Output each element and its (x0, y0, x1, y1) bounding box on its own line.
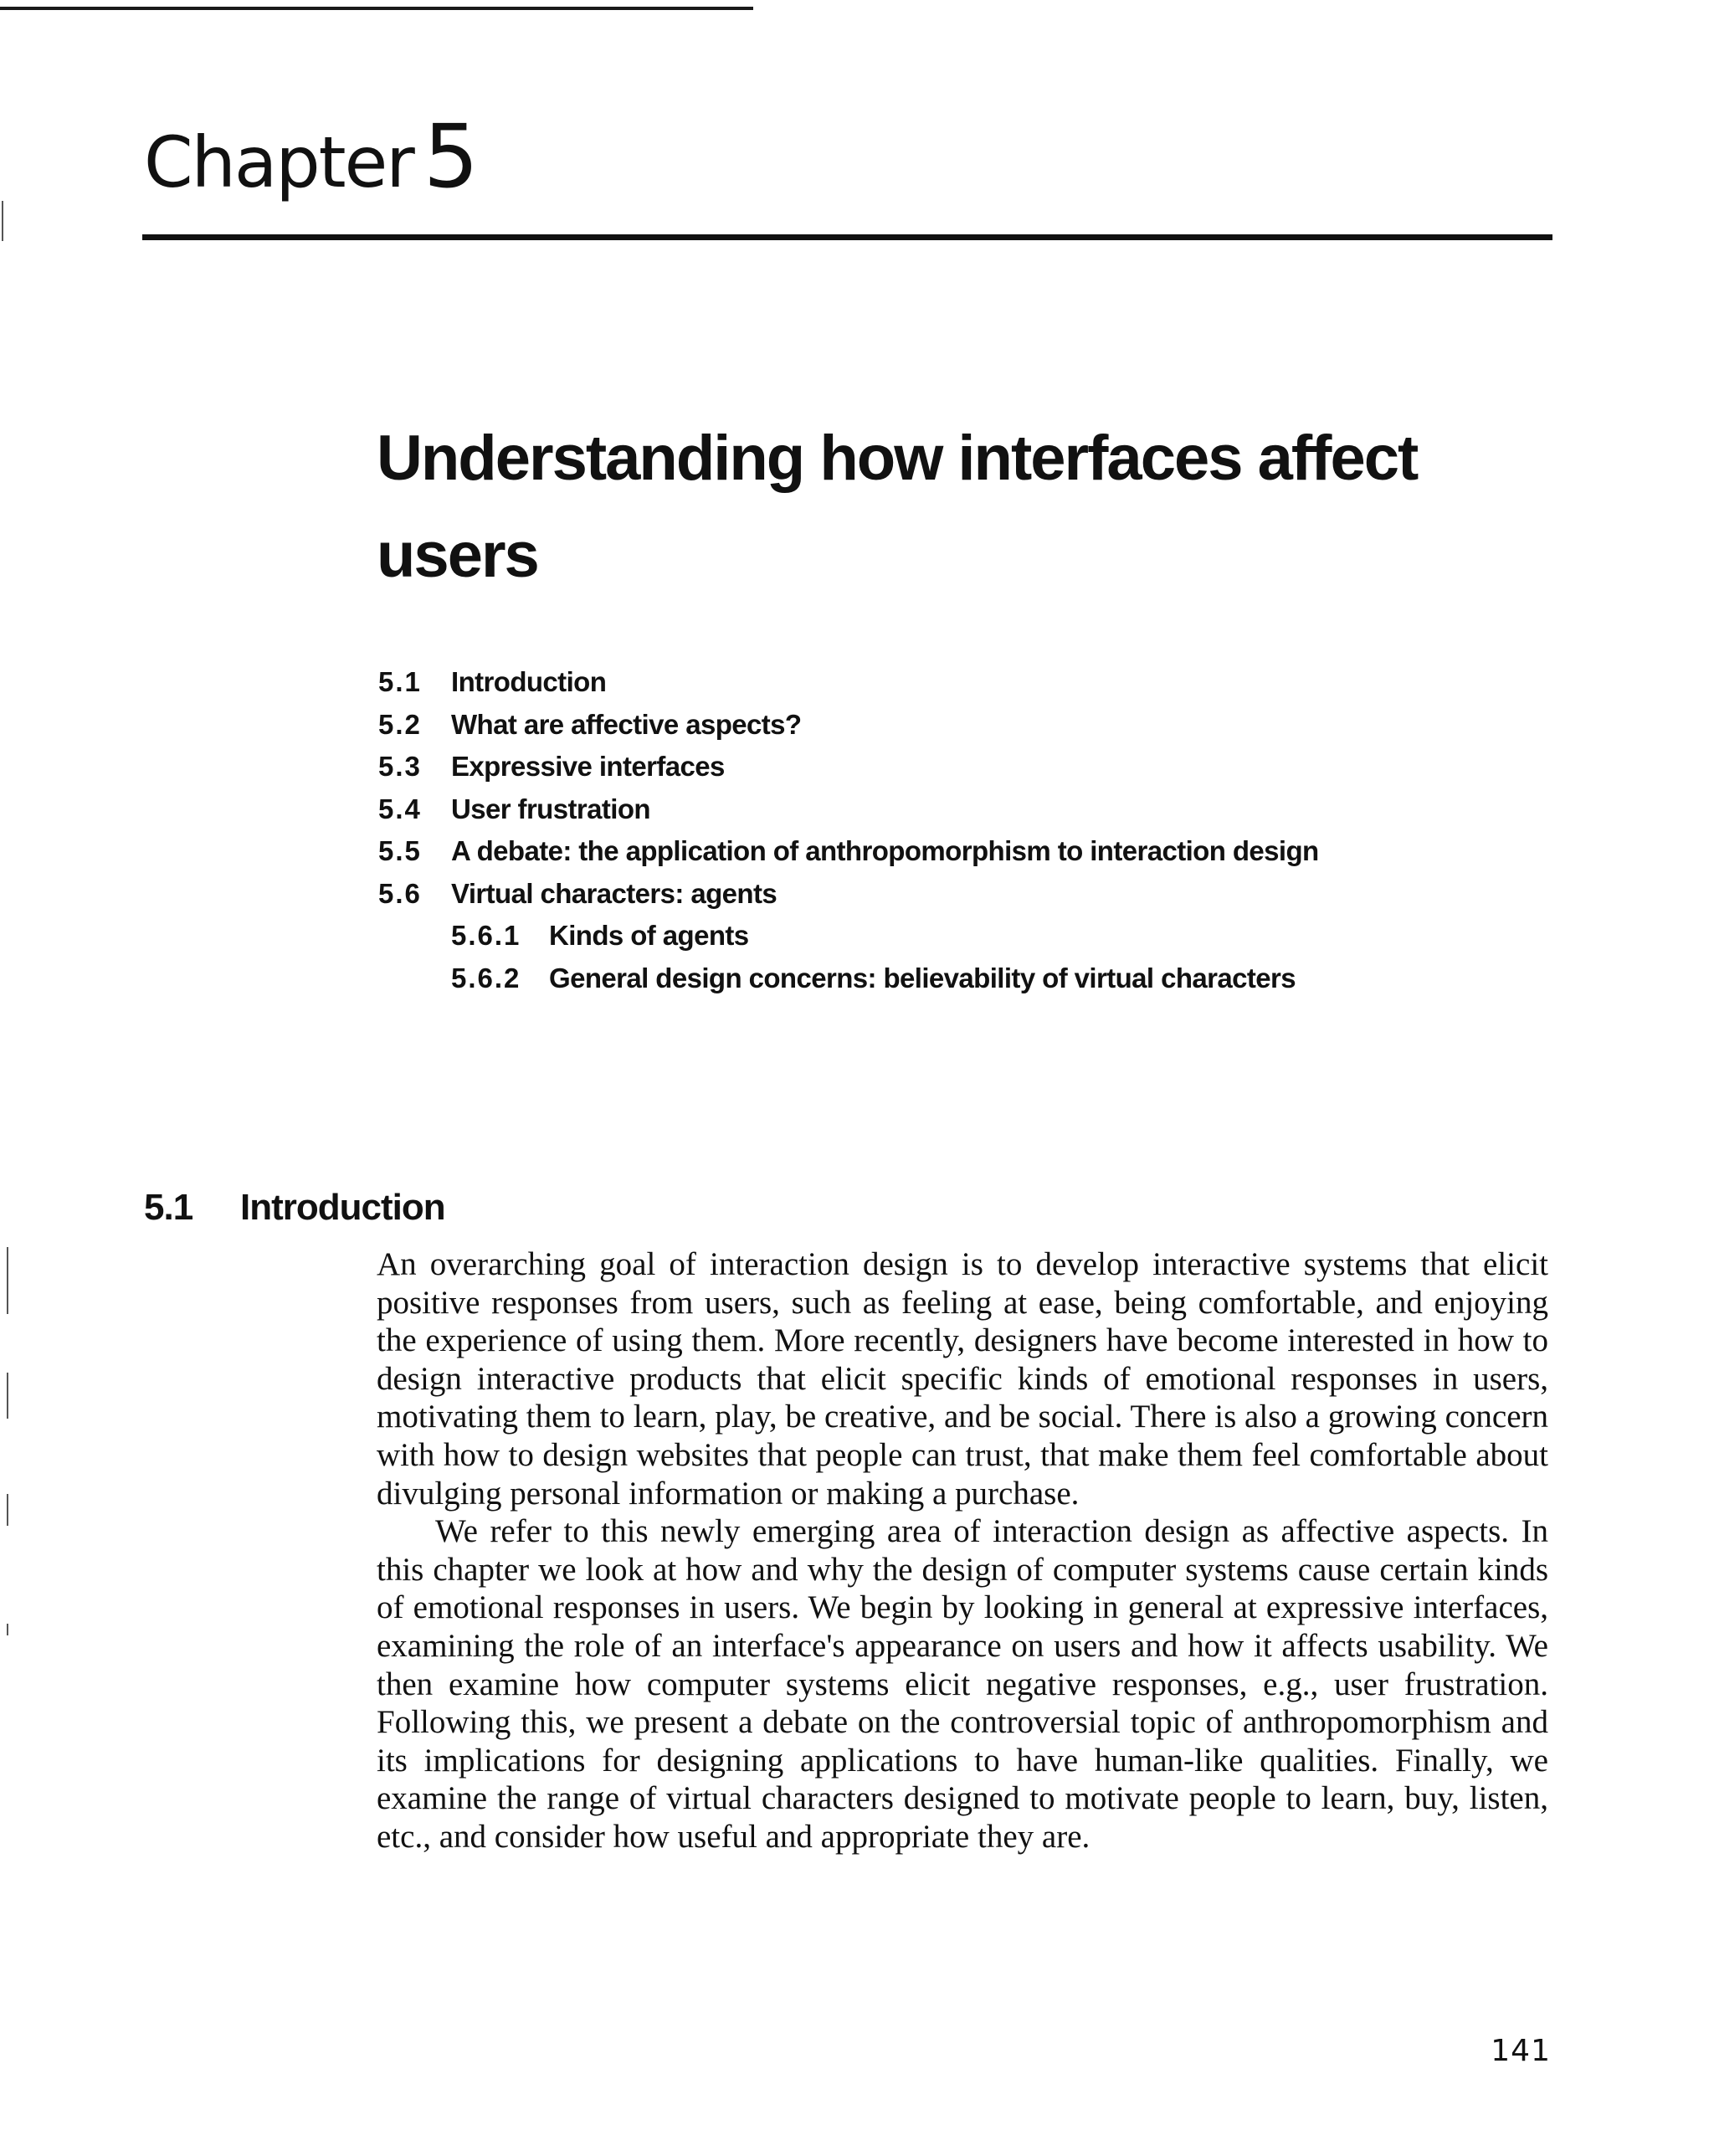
toc-item-number: 5.2 (378, 708, 422, 740)
table-of-contents (378, 661, 1319, 999)
section-title: Introduction (240, 1187, 445, 1228)
scan-mark (2, 201, 3, 241)
toc-item-number: 5.3 (378, 751, 422, 783)
scan-mark (7, 1247, 8, 1314)
toc-item-number: 5.1 (378, 666, 422, 698)
toc-subitem-number: 5.6.1 (451, 920, 521, 952)
top-rule (0, 7, 753, 10)
toc-item-label: What are affective aspects? (451, 708, 802, 740)
chapter-label (144, 105, 478, 208)
toc-subitem-label: Kinds of agents (549, 920, 749, 952)
toc-subitem (378, 957, 1319, 1000)
page-number: 141 (1491, 2034, 1551, 2068)
chapter-title: Understanding how interfaces affect users (377, 423, 1418, 591)
toc-item-number: 5.6 (378, 877, 422, 909)
section-number: 5.1 (144, 1187, 193, 1228)
toc-item-number: 5.5 (378, 835, 422, 867)
section-heading (144, 1187, 445, 1229)
toc-item-number: 5.4 (378, 793, 422, 824)
paragraph: We refer to this newly emerging area of interaction design as affective aspects. In this chapter we look at how and why the design of computer systems cause certain kinds of emotional responses in users. We begin by looking in general at expressive interfaces, examining the role of an interface's appearance on users and how it affects usability. We then examine how computer systems elicit negative responses, e.g., user frustration. Following this, we present a debate on the controversial topic of anthropomorphism and its implications for designing applications to have human-like qualities. Finally, we examine the range of virtual characters designed to motivate people to learn, buy, listen, etc., and consider how useful and appropriate they are. (377, 1513, 1548, 1855)
toc-subitem-number: 5.6.2 (451, 962, 521, 993)
toc-item (378, 661, 1319, 704)
toc-item (378, 788, 1319, 831)
toc-item-label: Introduction (451, 666, 607, 698)
section-body (377, 1245, 1548, 1856)
toc-subitem-label: General design concerns: believability of virtual characters (549, 962, 1296, 993)
chapter-word: Chapter (144, 121, 413, 203)
toc-item (378, 830, 1319, 873)
scan-mark (7, 1494, 8, 1526)
toc-item (378, 873, 1319, 916)
scan-mark (7, 1373, 8, 1419)
chapter-rule (142, 234, 1552, 240)
paragraph: An overarching goal of interaction design is to develop interactive systems that elicit positive responses from users, such as feeling at ease, being comfortable, and enjoying the experience of using them. More recently, designers have become interested in how to design interactive products that elicit specific kinds of emotional responses in users, motivating them to learn, play, be creative, and be social. There is also a growing concern with how to design websites that people can trust, that make them feel comfortable about divulging personal information or making a purchase. (377, 1246, 1548, 1512)
toc-item-label: Expressive interfaces (451, 751, 725, 783)
scan-mark (7, 1624, 8, 1635)
toc-item-label: User frustration (451, 793, 650, 824)
chapter-number: 5 (423, 105, 478, 208)
toc-item (378, 746, 1319, 788)
toc-item-label: A debate: the application of anthropomorphism to interaction design (451, 835, 1319, 867)
toc-subitem (378, 915, 1319, 957)
toc-item (378, 704, 1319, 747)
toc-item-label: Virtual characters: agents (451, 877, 777, 909)
